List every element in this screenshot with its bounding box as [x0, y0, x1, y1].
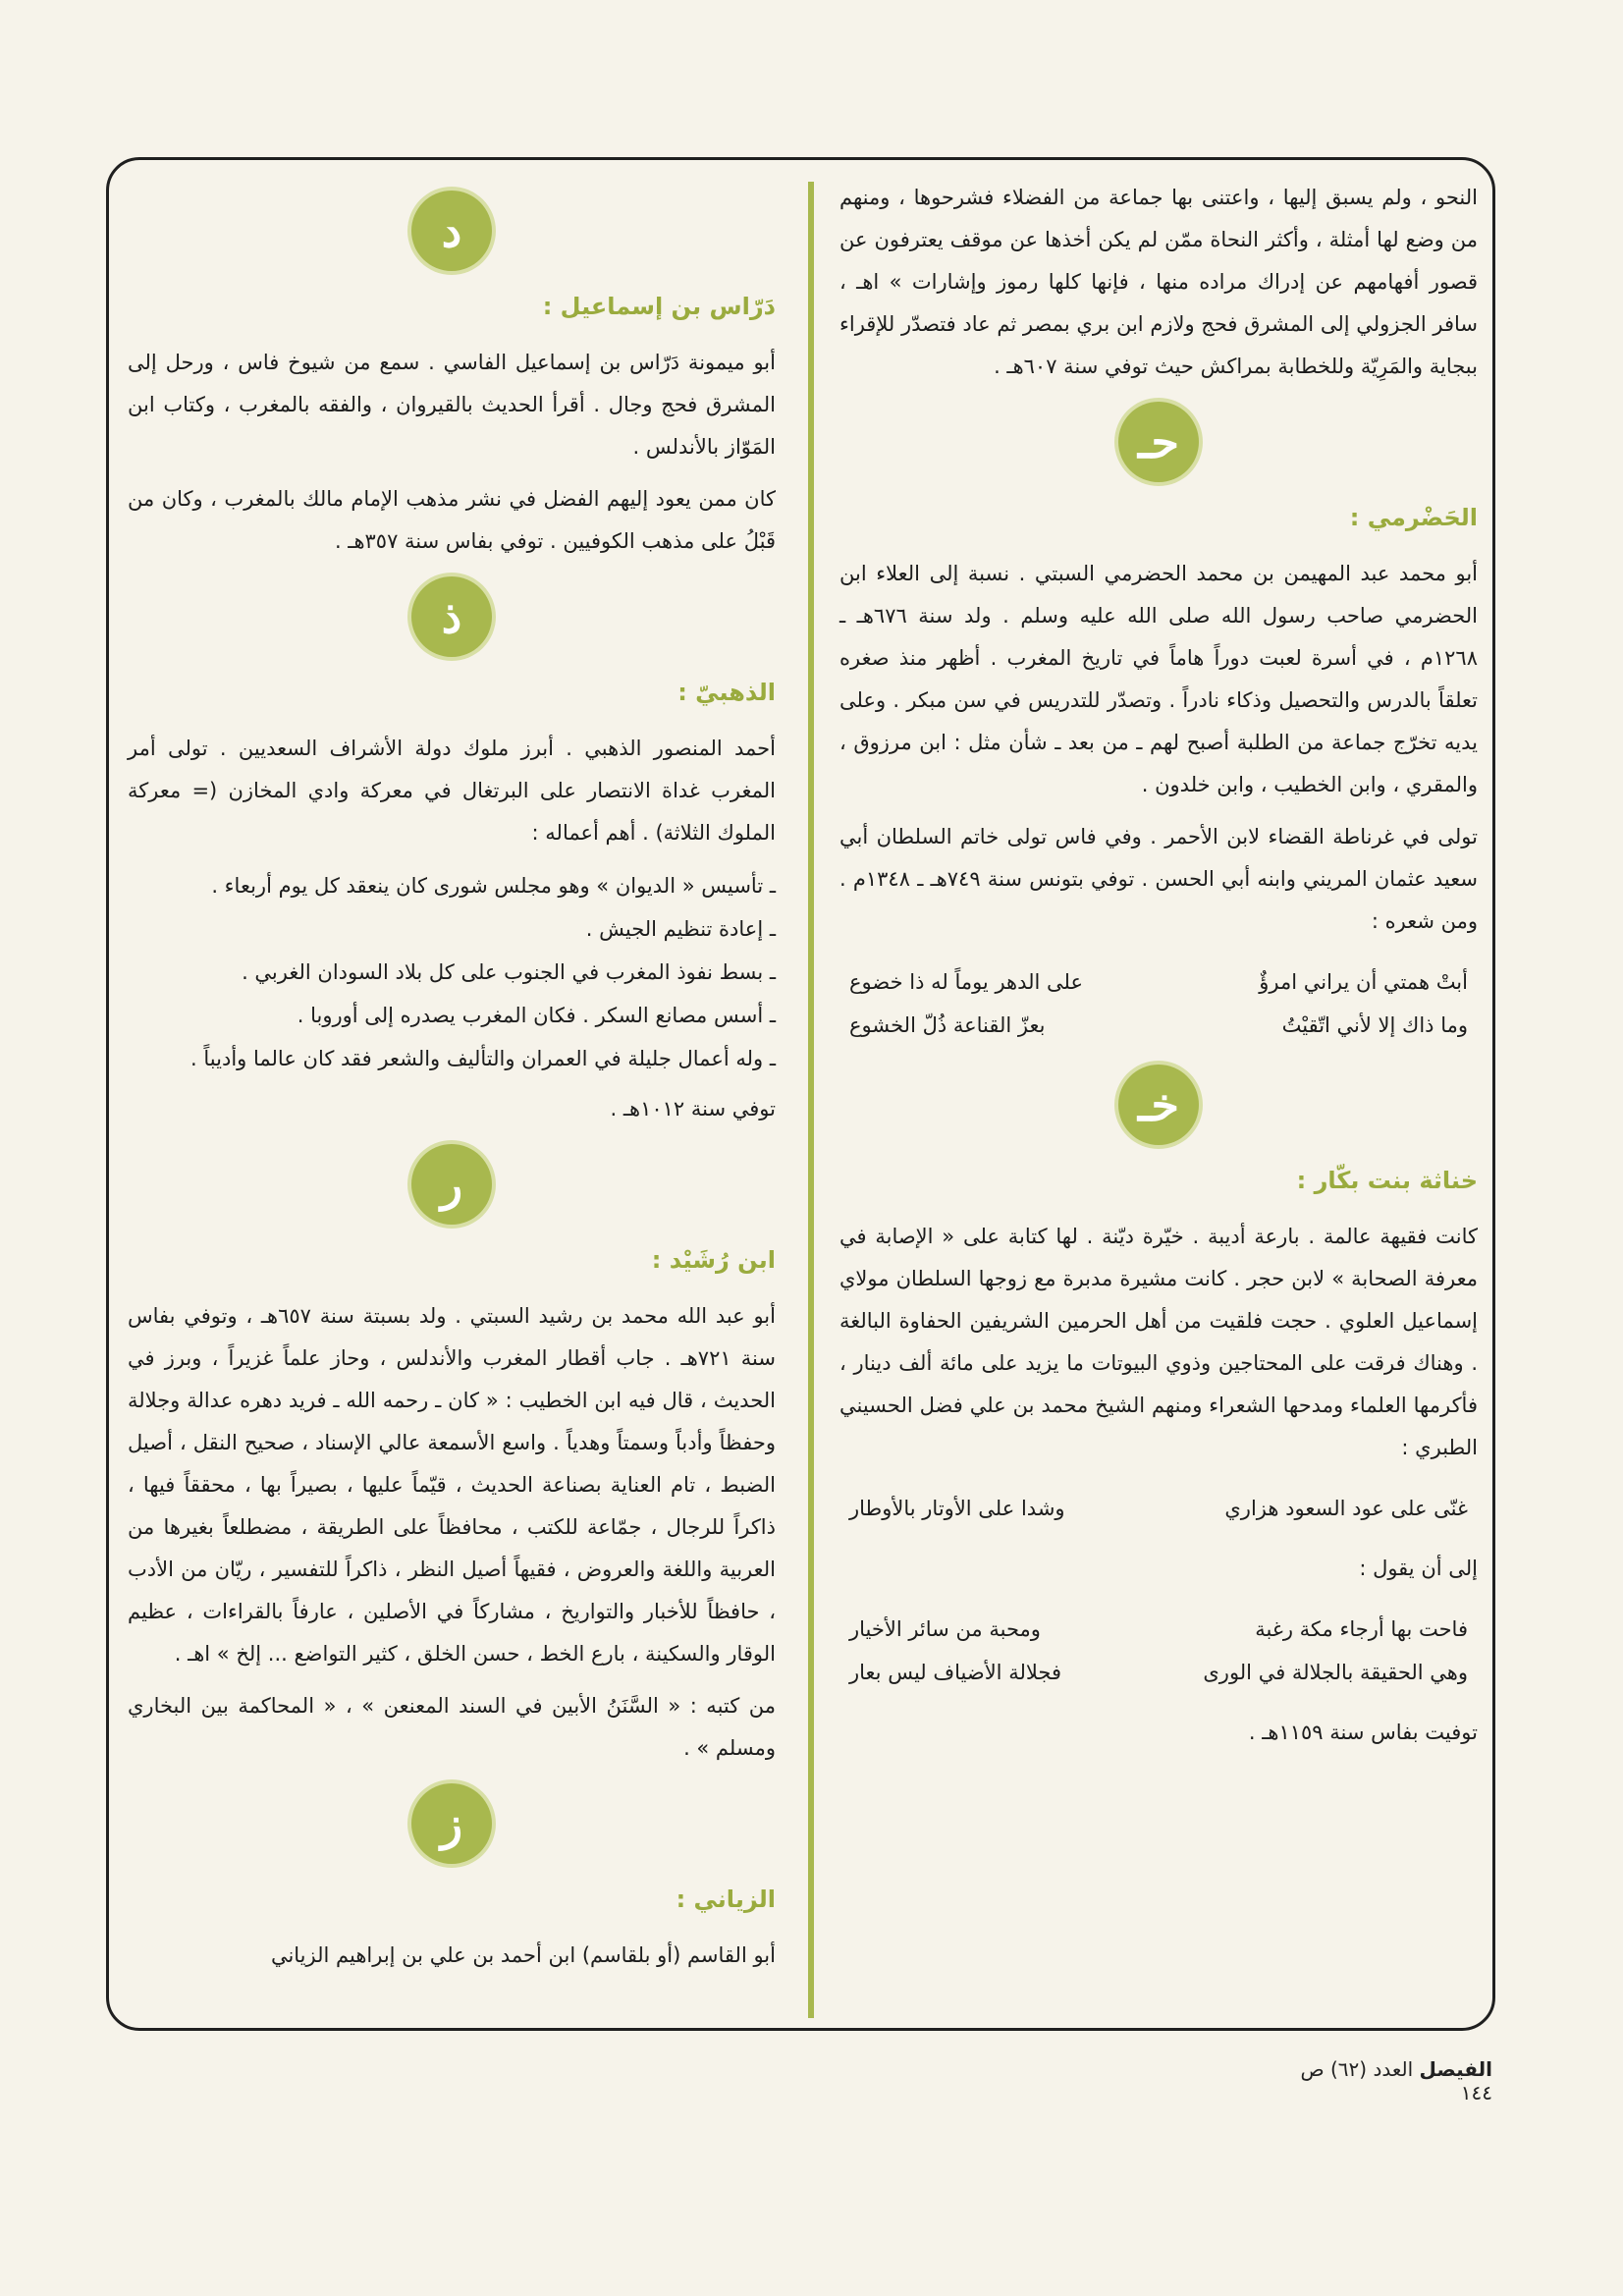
letter-ra-icon: ر	[411, 1144, 492, 1225]
list-item: ـ إعادة تنظيم الجيش .	[585, 917, 776, 941]
hadrami-poem	[849, 960, 1468, 1047]
zayyani-paragraph-1: أبو القاسم (أو بلقاسم) ابن أحمد بن علي بن إبراهيم الزياني	[270, 1943, 776, 1967]
poem-line	[849, 1608, 1468, 1651]
dhahabi-death: توفي سنة ١٠١٢هـ .	[610, 1097, 776, 1121]
hemistich: وما ذاك إلا لأني اتّقيْتُ	[1281, 1013, 1468, 1037]
entry-title-dhahabi: الذهبيّ :	[677, 679, 776, 706]
hemistich: بعزّ القناعة ذُلّ الخشوع	[849, 1013, 1046, 1037]
hemistich: ومحبة من سائر الأخيار	[849, 1617, 1041, 1641]
list-item: ـ تأسيس « الديوان » وهو مجلس شورى كان ينعقد كل يوم أربعاء .	[211, 874, 776, 898]
poem-transition: إلى أن يقول :	[1359, 1557, 1478, 1580]
jazuli-continuation: النحو ، ولم يسبق إليها ، واعتنى بها جماعة من الفضلاء فشرحوها ، ومنهم من وضع لها أمثلة ، وأكثر النحاة ممّن لم يكن أخذها عن موقف يعترفون عن قصور أفهامهم عن إدراك مراده منها ، فإنها كلها رموز وإشارات » اهـ ، سافر الجزولي إلى المشرق فحج ولازم ابن بري بمصر ثم عاد فتصدّر للإقراء ببجاية والمَرِيّة وللخطابة بمراكش حيث توفي سنة ٦٠٧هـ .	[839, 186, 1478, 378]
left-column	[128, 177, 776, 1987]
khanatha-poem-2	[849, 1608, 1468, 1694]
issue-page: العدد (٦٢) ص ١٤٤	[1300, 2057, 1492, 2105]
entry-title-rushayd: ابن رُشَيْد :	[651, 1246, 776, 1274]
hadrami-paragraph-1: أبو محمد عبد المهيمن بن محمد الحضرمي السبتي . نسبة إلى العلاء ابن الحضرمي صاحب رسول الله صلى الله عليه وسلم . ولد سنة ٦٧٦هـ ـ ١٢٦٨م ، في أسرة لعبت دوراً هاماً في تاريخ المغرب . أظهر منذ صغره تعلقاً بالدرس والتحصيل وذكاء نادراً . وتصدّر للتدريس في سن مبكر . وعلى يديه تخرّج جماعة من الطلبة أصبح لهم ـ من بعد ـ شأن مثل : ابن مرزوق ، والمقري ، وابن الخطيب ، وابن خلدون .	[839, 562, 1478, 796]
poem-line	[849, 1487, 1468, 1530]
entry-title-darras: دَرّاس بن إسماعيل :	[542, 293, 776, 320]
hemistich: على الدهر يوماً له ذا خضوع	[849, 970, 1084, 994]
letter-za-icon: ز	[411, 1783, 492, 1864]
page-footer	[1276, 2057, 1492, 2105]
hemistich: وهي الحقيقة بالجلالة في الورى	[1203, 1661, 1468, 1684]
letter-section-ha	[839, 402, 1478, 482]
poem-line	[849, 960, 1468, 1004]
letter-section-kha	[839, 1065, 1478, 1145]
hemistich: وشدا على الأوتار بالأوطار	[849, 1497, 1065, 1520]
list-item: ـ بسط نفوذ المغرب في الجنوب على كل بلاد السودان الغربي .	[242, 960, 776, 984]
entry-title-hadrami: الحَضْرمي :	[1349, 504, 1478, 531]
darras-paragraph-2: كان ممن يعود إليهم الفضل في نشر مذهب الإمام مالك بالمغرب ، وكان من قَبْلُ على مذهب الكوفيين . توفي بفاس سنة ٣٥٧هـ .	[128, 487, 776, 553]
hemistich: غنّى على عود السعود هزاري	[1224, 1497, 1468, 1520]
letter-section-ra	[128, 1144, 776, 1225]
darras-paragraph-1: أبو ميمونة دَرّاس بن إسماعيل الفاسي . سمع من شيوخ فاس ، ورحل إلى المشرق فحج وجال . أقرأ الحديث بالقيروان ، والفقه بالمغرب ، وكتاب ابن المَوّاز بالأندلس .	[128, 351, 776, 459]
khanatha-paragraph-1: كانت فقيهة عالمة . بارعة أديبة . خيّرة ديّنة . لها كتابة على « الإصابة في معرفة الصحابة » لابن حجر . كانت مشيرة مدبرة مع زوجها السلطان مولاي إسماعيل العلوي . حجت فلقيت من أهل الحرمين الشريفين الحفاوة البالغة . وهناك فرقت على المحتاجين وذوي البيوتات ما يزيد على مائة ألف دينار ، فأكرمها العلماء ومدحها الشعراء ومنهم الشيخ محمد بن علي فضل الحسيني الطبري :	[839, 1225, 1478, 1459]
khanatha-poem-1	[849, 1487, 1468, 1530]
rushayd-paragraph-2: من كتبه : « السَّنَنُ الأبين في السند المعنعن » ، « المحاكمة بين البخاري ومسلم » .	[128, 1694, 776, 1760]
hemistich: أبتْ همتي أن يراني امرؤٌ	[1259, 970, 1468, 994]
rushayd-paragraph-1: أبو عبد الله محمد بن رشيد السبتي . ولد بسبتة سنة ٦٥٧هـ ، وتوفي بفاس سنة ٧٢١هـ . جاب أقطار المغرب والأندلس ، وحاز علماً غزيراً ، وبرز في الحديث ، قال فيه ابن الخطيب : « كان ـ رحمه الله ـ فريد دهره عدالة وجلالة وحفظاً وأدباً وسمتاً وهدياً . واسع الأسمعة عالي الإسناد ، صحيح النقل ، أصيل الضبط ، تام العناية بصناعة الحديث ، قيّماً عليها ، بصيراً بها ، محققاً فيها ، ذاكراً للرجال ، جمّاعة للكتب ، محافظاً على الطريقة ، مضطلعاً بغيرها من العربية واللغة والعروض ، فقيهاً أصيل النظر ، ذاكراً للتفسير ، ريّان من الأدب ، حافظاً للأخبار والتواريخ ، مشاركاً في الأصلين ، عارفاً بالقراءات ، عظيم الوقار والسكينة ، بارع الخط ، حسن الخلق ، كثير التواضع ... إلخ » اهـ .	[128, 1304, 776, 1666]
hemistich: فاحت بها أرجاء مكة رغبة	[1255, 1617, 1468, 1641]
khanatha-death: توفيت بفاس سنة ١١٥٩هـ .	[1248, 1721, 1478, 1744]
letter-kha-icon: خـ	[1118, 1065, 1199, 1145]
list-item: ـ أسس مصانع السكر . فكان المغرب يصدره إلى أوروبا .	[297, 1004, 776, 1027]
hadrami-paragraph-2: تولى في غرناطة القضاء لابن الأحمر . وفي فاس تولى خاتم السلطان أبي سعيد عثمان المريني وابنه أبي الحسن . توفي بتونس سنة ٧٤٩هـ ـ ١٣٤٨م . ومن شعره :	[839, 825, 1478, 933]
letter-dha-icon: ذ	[411, 576, 492, 657]
hemistich: فجلالة الأضياف ليس بعار	[849, 1661, 1061, 1684]
column-divider	[808, 182, 814, 2018]
letter-ha-icon: حـ	[1118, 402, 1199, 482]
entry-title-zayyani: الزياني :	[676, 1886, 776, 1913]
magazine-name: الفيصل	[1419, 2057, 1492, 2081]
right-column	[839, 177, 1478, 1764]
entry-title-khanatha: خناثة بنت بكّار :	[1296, 1167, 1478, 1194]
list-item: ـ وله أعمال جليلة في العمران والتأليف والشعر فقد كان عالما وأديباً .	[190, 1047, 776, 1070]
poem-line	[849, 1004, 1468, 1047]
letter-section-za	[128, 1783, 776, 1864]
dhahabi-works-list	[128, 864, 776, 1080]
poem-line	[849, 1651, 1468, 1694]
dhahabi-paragraph-1: أحمد المنصور الذهبي . أبرز ملوك دولة الأشراف السعديين . تولى أمر المغرب غداة الانتصار على البرتغال في معركة وادي المخازن (= معركة الملوك الثلاثة) . أهم أعماله :	[128, 737, 776, 845]
letter-section-dha	[128, 576, 776, 657]
letter-section-dal	[128, 191, 776, 271]
letter-dal-icon: د	[411, 191, 492, 271]
